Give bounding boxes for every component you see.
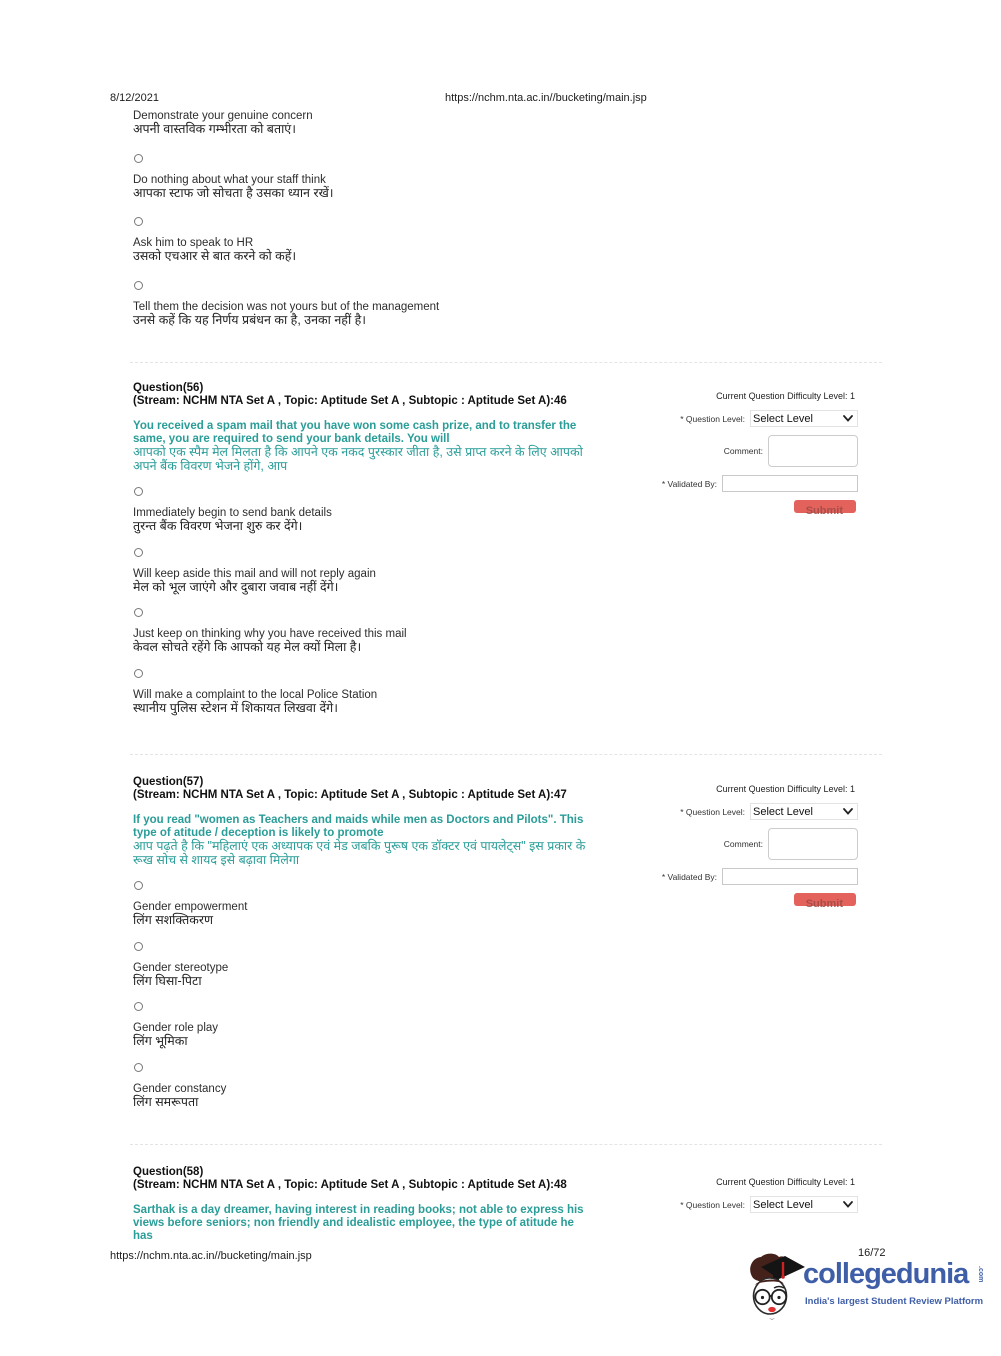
submit-button[interactable] bbox=[794, 500, 856, 513]
question-level-select[interactable] bbox=[750, 1196, 858, 1213]
question-level-selected-value: Select Level bbox=[753, 805, 813, 818]
comment-label: Comment: bbox=[723, 446, 763, 456]
validation-panel-q56 bbox=[663, 385, 858, 526]
question-meta: (Stream: NCHM NTA Set A , Topic: Aptitude Set A , Subtopic : Aptitude Set A):47 bbox=[133, 789, 567, 801]
option-text-en: Do nothing about what your staff think bbox=[133, 173, 326, 186]
question-level-selected-value: Select Level bbox=[753, 1198, 813, 1211]
option-text-hi: केवल सोचते रहेंगे कि आपको यह मेल क्यों मिला है। bbox=[133, 640, 362, 654]
option-text-en: Immediately begin to send bank details bbox=[133, 507, 332, 519]
option-text-en: Gender empowerment bbox=[133, 901, 248, 913]
question-text-en: You received a spam mail that you have won some cash prize, and to transfer the same, you are required to send your bank details. You will bbox=[133, 420, 577, 445]
radio-button-icon[interactable] bbox=[134, 281, 143, 290]
radio-button-icon[interactable] bbox=[134, 942, 143, 951]
question-meta: (Stream: NCHM NTA Set A , Topic: Aptitude Set A , Subtopic : Aptitude Set A):48 bbox=[133, 1179, 567, 1191]
option-text-en: Ask him to speak to HR bbox=[133, 237, 254, 249]
option-text-en: Gender constancy bbox=[133, 1082, 227, 1095]
option-text-hi: उनसे कहें कि यह निर्णय प्रबंधन का है, उनका नहीं है। bbox=[133, 312, 367, 327]
validated-by-input[interactable] bbox=[722, 868, 858, 885]
question-text-hi: आपको एक स्पैम मेल मिलता है कि आपने एक नकद पुरस्कार जीता है, उसे प्राप्त करने के लिए आपको अपने बैंक विवरण भेजने होंगे, आप bbox=[133, 445, 583, 473]
carryover-question-options bbox=[133, 110, 611, 344]
chevron-down-icon bbox=[843, 1201, 853, 1208]
option-text-hi: लिंग समरूपता bbox=[133, 1094, 199, 1109]
option-text-hi: आपका स्टाफ जो सोचता है उसका ध्यान रखें। bbox=[133, 185, 334, 200]
question-level-select[interactable] bbox=[750, 803, 858, 820]
validation-panel-q57 bbox=[663, 778, 858, 919]
answer-option bbox=[133, 942, 611, 989]
option-text-en: Gender stereotype bbox=[133, 961, 229, 974]
option-text-en: Gender role play bbox=[133, 1022, 219, 1034]
answer-option bbox=[133, 281, 611, 328]
submit-button-label: Submit bbox=[805, 898, 843, 910]
comment-textarea[interactable] bbox=[768, 435, 858, 467]
option-text-hi: मेल को भूल जाएंगे और दुबारा जवाब नहीं देंगे। bbox=[133, 579, 339, 594]
question-level-select[interactable] bbox=[750, 410, 858, 427]
difficulty-level-label: Current Question Difficulty Level: 1 bbox=[716, 784, 855, 794]
radio-button-icon[interactable] bbox=[134, 881, 143, 890]
option-text-hi: स्थानीय पुलिस स्टेशन में शिकायत लिखवा देंगे। bbox=[133, 700, 338, 715]
radio-button-icon[interactable] bbox=[134, 1063, 143, 1072]
answer-option bbox=[133, 487, 611, 534]
print-footer-url: https://nchm.nta.ac.in//bucketing/main.jsp bbox=[110, 1250, 312, 1262]
chevron-down-icon bbox=[843, 415, 853, 422]
option-text-en: Will keep aside this mail and will not reply again bbox=[133, 567, 376, 580]
question-level-selected-value: Select Level bbox=[753, 412, 813, 425]
print-header-url: https://nchm.nta.ac.in//bucketing/main.jsp bbox=[445, 92, 647, 104]
answer-option bbox=[133, 1063, 611, 1110]
question-56 bbox=[133, 382, 611, 729]
option-text-en: Will make a complaint to the local Police Station bbox=[133, 688, 378, 701]
question-text-en: Sarthak is a day dreamer, having interest in reading books; not able to express his views before seniors; non friendly and idealistic employee, the type of atitude he has bbox=[133, 1204, 584, 1242]
validation-panel-q58 bbox=[663, 1171, 858, 1221]
question-text-en: If you read "women as Teachers and maids while men as Doctors and Pilots". This type of atitude / deception is likely to promote bbox=[133, 814, 584, 839]
print-header-date: 8/12/2021 bbox=[110, 92, 159, 104]
option-text-hi: उसको एचआर से बात करने को कहें। bbox=[133, 249, 297, 263]
answer-option bbox=[133, 669, 611, 716]
answer-option bbox=[133, 881, 611, 928]
difficulty-level-label: Current Question Difficulty Level: 1 bbox=[716, 391, 855, 401]
comment-textarea[interactable] bbox=[768, 828, 858, 860]
collegedunia-tld-text: .com bbox=[977, 1266, 984, 1283]
collegedunia-mascot-icon bbox=[745, 1252, 809, 1322]
option-text-hi: अपनी वास्तविक गम्भीरता को बताएं। bbox=[133, 122, 296, 136]
question-level-label: * Question Level: bbox=[680, 1199, 745, 1210]
question-text-hi: आप पढ़ते है कि "महिलाएं एक अध्यापक एवं मेड जबकि पुरूष एक डॉक्टर एवं पायलेट्स" इस प्रकार के रूख सोच से शायद इसे बढ़ावा मिलेगा bbox=[133, 839, 586, 867]
answer-option bbox=[133, 1002, 611, 1049]
question-level-label: * Question Level: bbox=[680, 806, 745, 817]
answer-option bbox=[133, 608, 611, 655]
question-meta: (Stream: NCHM NTA Set A , Topic: Aptitude Set A , Subtopic : Aptitude Set A):46 bbox=[133, 395, 567, 407]
chevron-down-icon bbox=[843, 808, 853, 815]
option-text-hi: लिंग सशक्तिकरण bbox=[133, 913, 213, 927]
comment-label: Comment: bbox=[723, 839, 763, 849]
question-separator bbox=[130, 754, 882, 755]
submit-button[interactable] bbox=[794, 893, 856, 906]
radio-button-icon[interactable] bbox=[134, 1002, 143, 1011]
answer-option bbox=[133, 154, 611, 201]
question-separator bbox=[130, 362, 882, 363]
radio-button-icon[interactable] bbox=[134, 669, 143, 678]
option-text-hi: लिंग घिसा-पिटा bbox=[133, 973, 202, 988]
radio-button-icon[interactable] bbox=[134, 548, 143, 557]
question-57 bbox=[133, 776, 611, 1123]
option-text-en: Tell them the decision was not yours but of the management bbox=[133, 300, 440, 313]
validated-by-label: * Validated By: bbox=[661, 871, 717, 882]
radio-button-icon[interactable] bbox=[134, 154, 143, 163]
radio-button-icon[interactable] bbox=[134, 217, 143, 226]
question-title: Question(57) bbox=[133, 776, 204, 788]
validated-by-label: * Validated By: bbox=[661, 478, 717, 489]
collegedunia-logo bbox=[745, 1252, 997, 1322]
answer-option bbox=[133, 110, 611, 137]
option-text-en: Just keep on thinking why you have received this mail bbox=[133, 628, 407, 640]
page-number: 16/72 bbox=[858, 1247, 886, 1259]
difficulty-level-label: Current Question Difficulty Level: 1 bbox=[716, 1177, 855, 1187]
answer-option bbox=[133, 548, 611, 595]
question-58 bbox=[133, 1166, 611, 1243]
option-text-hi: लिंग भूमिका bbox=[133, 1034, 188, 1048]
collegedunia-brand-text: collegedunia bbox=[803, 1258, 969, 1290]
question-level-label: * Question Level: bbox=[680, 413, 745, 424]
question-separator bbox=[130, 1144, 882, 1145]
question-title: Question(58) bbox=[133, 1166, 204, 1178]
submit-button-label: Submit bbox=[805, 505, 843, 517]
radio-button-icon[interactable] bbox=[134, 487, 143, 496]
option-text-hi: तुरन्त बैंक विवरण भेजना शुरु कर देंगे। bbox=[133, 519, 303, 533]
collegedunia-tagline: India's largest Student Review Platform bbox=[805, 1296, 984, 1307]
answer-option bbox=[133, 217, 611, 264]
question-title: Question(56) bbox=[133, 382, 204, 394]
radio-button-icon[interactable] bbox=[134, 608, 143, 617]
option-text-en: Demonstrate your genuine concern bbox=[133, 110, 313, 122]
validated-by-input[interactable] bbox=[722, 475, 858, 492]
